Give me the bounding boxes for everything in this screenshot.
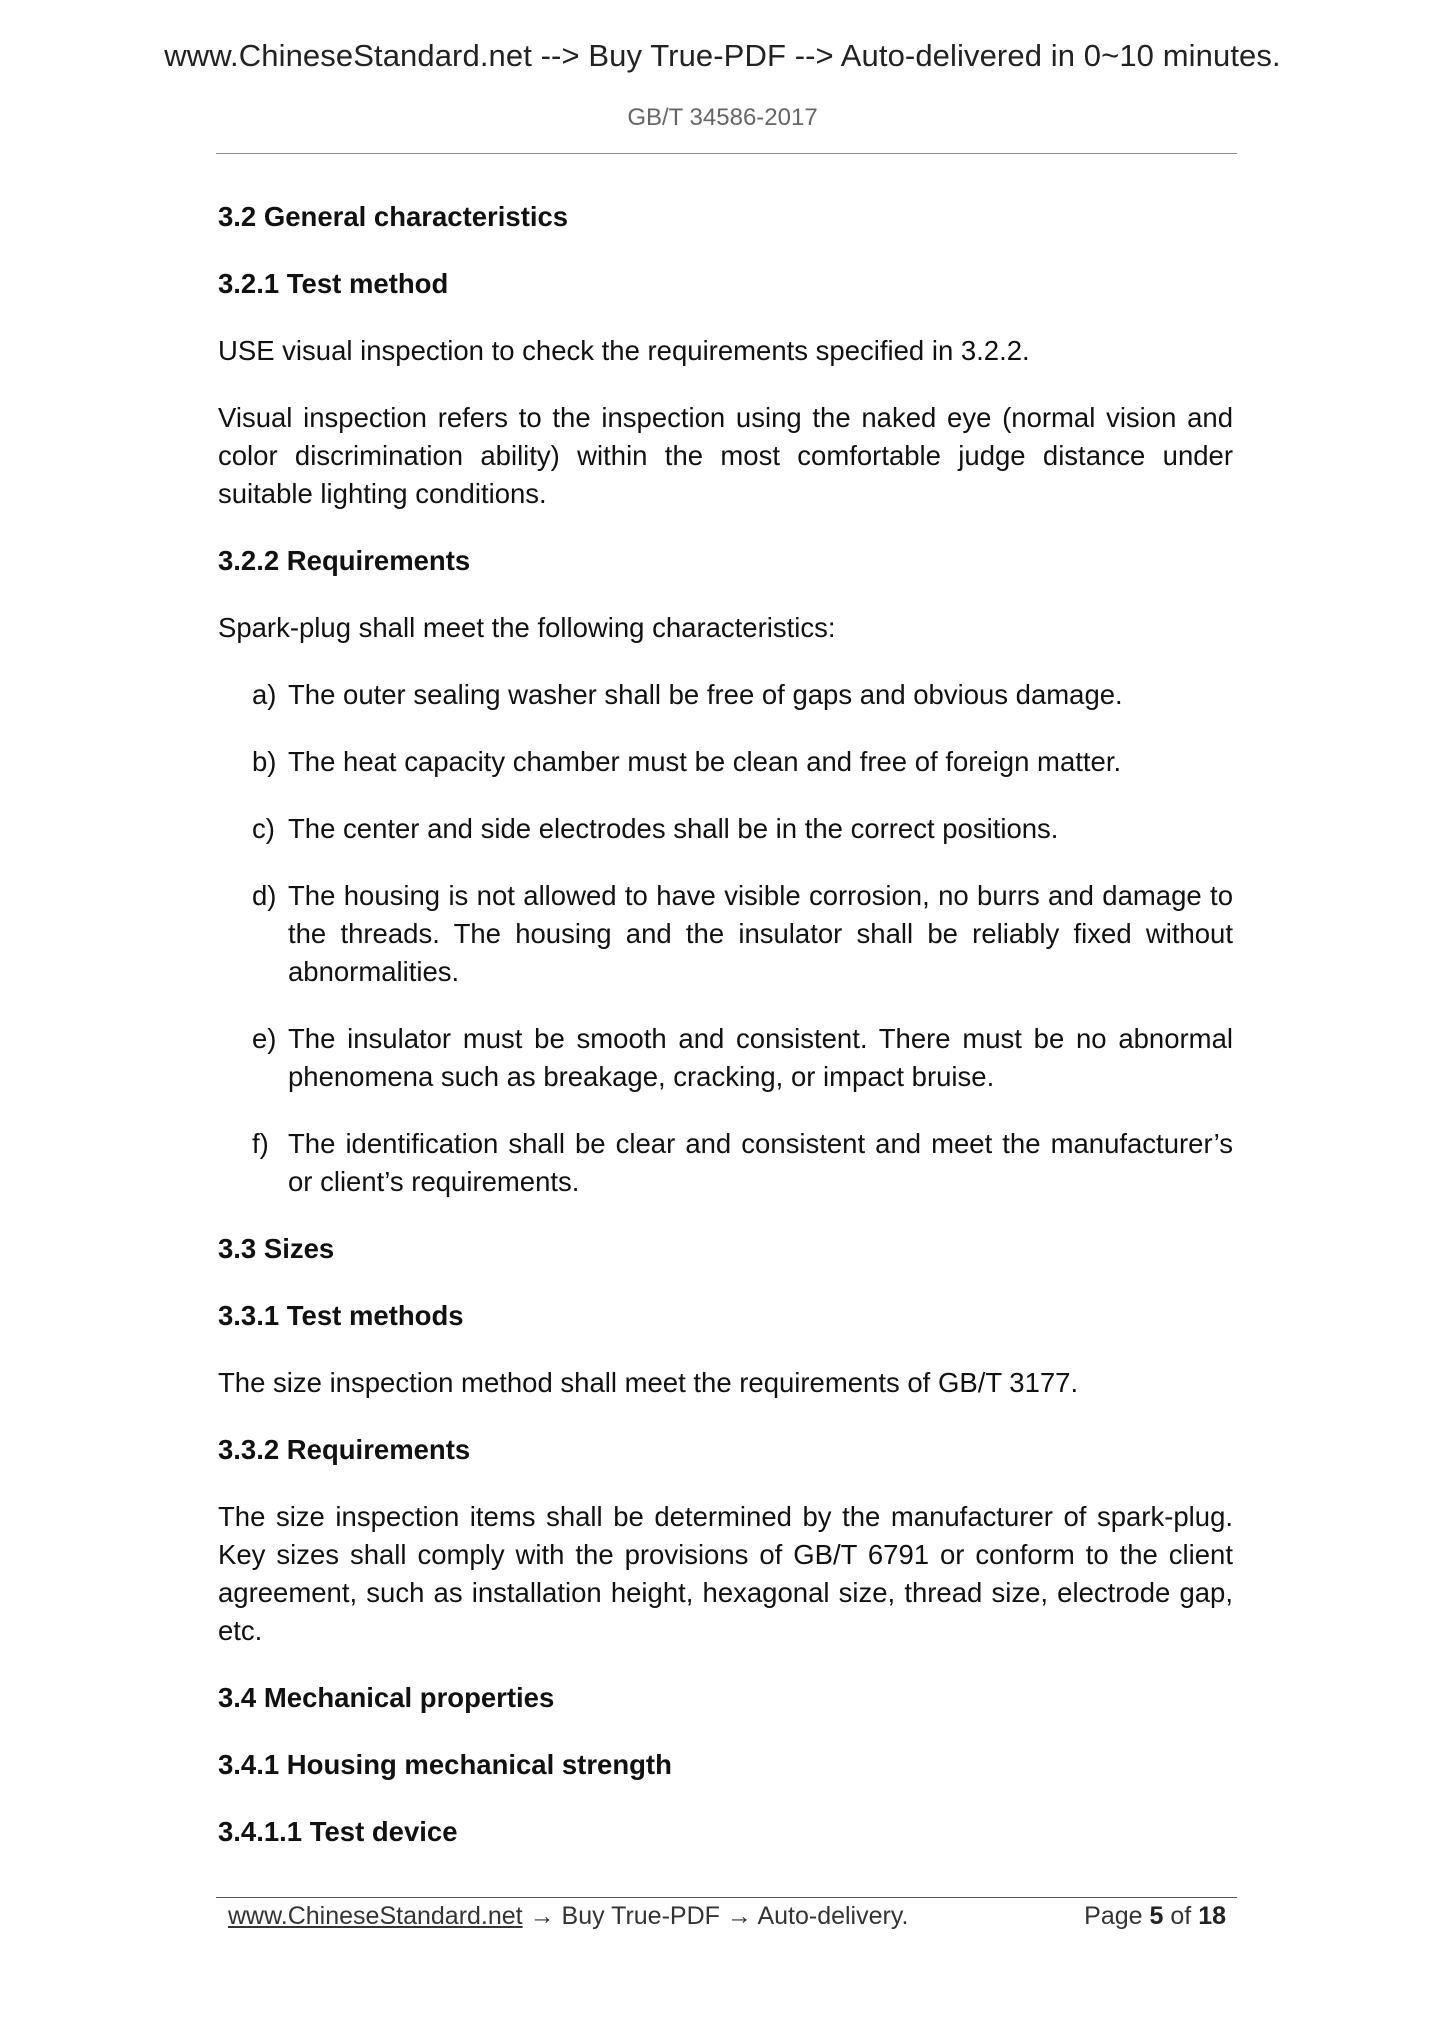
list-text: The identification shall be clear and consistent and meet the manufacturer’s or client’s requirements. [288, 1128, 1233, 1197]
footer-promo [228, 1898, 908, 1934]
paragraph-3-3-2: The size inspection items shall be determined by the manufacturer of spark-plug. Key sizes shall comply with the provisions of GB/T 6791 or conform to the client agreement, such as installation height, hexagonal size, thread size, electrode gap, etc. [218, 1501, 1233, 1646]
heading-3-4: 3.4 Mechanical properties [218, 1682, 555, 1713]
right-arrow-icon: → [529, 1902, 555, 1930]
list-text: The center and side electrodes shall be in the correct positions. [288, 813, 1059, 844]
heading-3-4-1: 3.4.1 Housing mechanical strength [218, 1749, 672, 1780]
list-item-f [218, 1125, 1233, 1201]
list-label: c) [252, 813, 275, 844]
top-banner: www.ChineseStandard.net --> Buy True-PDF --> Auto-delivered in 0~10 minutes. [164, 38, 1281, 73]
paragraph-3-2-1-b: Visual inspection refers to the inspection using the naked eye (normal vision and color discrimination ability) within the most comfortable judge distance under suitable lighting conditions. [218, 402, 1233, 509]
footer-buy-text: Buy True-PDF [561, 1902, 720, 1930]
page-word: Page [1084, 1902, 1143, 1930]
heading-3-3-1: 3.3.1 Test methods [218, 1300, 464, 1331]
list-item-e [218, 1020, 1233, 1096]
list-item-a [218, 676, 1233, 714]
current-page-number: 5 [1149, 1902, 1164, 1930]
list-label: a) [252, 679, 277, 710]
list-label: f) [252, 1128, 269, 1159]
list-item-b [218, 743, 1233, 781]
footer-delivery-text: Auto-delivery. [757, 1902, 909, 1930]
list-item-c [218, 810, 1233, 848]
list-label: d) [252, 880, 277, 911]
heading-3-2: 3.2 General characteristics [218, 201, 569, 232]
of-word: of [1170, 1902, 1192, 1930]
list-text: The housing is not allowed to have visible corrosion, no burrs and damage to the threads. The housing and the insulator shall be reliably fixed without abnormalities. [288, 880, 1233, 987]
paragraph-3-3-1: The size inspection method shall meet the requirements of GB/T 3177. [218, 1367, 1079, 1398]
heading-3-3: 3.3 Sizes [218, 1233, 335, 1264]
list-item-d [218, 877, 1233, 991]
heading-3-2-2: 3.2.2 Requirements [218, 545, 471, 576]
heading-3-4-1-1: 3.4.1.1 Test device [218, 1816, 458, 1847]
page-indicator [1084, 1898, 1226, 1934]
document-number: GB/T 34586-2017 [627, 104, 818, 131]
list-label: e) [252, 1023, 277, 1054]
paragraph-3-2-1-a: USE visual inspection to check the requirements specified in 3.2.2. [218, 335, 1030, 366]
header-divider [216, 153, 1237, 154]
list-label: b) [252, 746, 277, 777]
total-page-count: 18 [1198, 1902, 1226, 1930]
paragraph-3-2-2: Spark-plug shall meet the following characteristics: [218, 612, 836, 643]
right-arrow-icon: → [726, 1902, 752, 1930]
list-text: The outer sealing washer shall be free of gaps and obvious damage. [288, 679, 1123, 710]
heading-3-2-1: 3.2.1 Test method [218, 268, 449, 299]
list-text: The insulator must be smooth and consistent. There must be no abnormal phenomena such as breakage, cracking, or impact bruise. [288, 1023, 1233, 1092]
footer-site-link[interactable]: www.ChineseStandard.net [228, 1902, 523, 1930]
page-footer [228, 1898, 1226, 1934]
list-text: The heat capacity chamber must be clean and free of foreign matter. [288, 746, 1122, 777]
heading-3-3-2: 3.3.2 Requirements [218, 1434, 471, 1465]
page-content [218, 198, 1233, 1880]
